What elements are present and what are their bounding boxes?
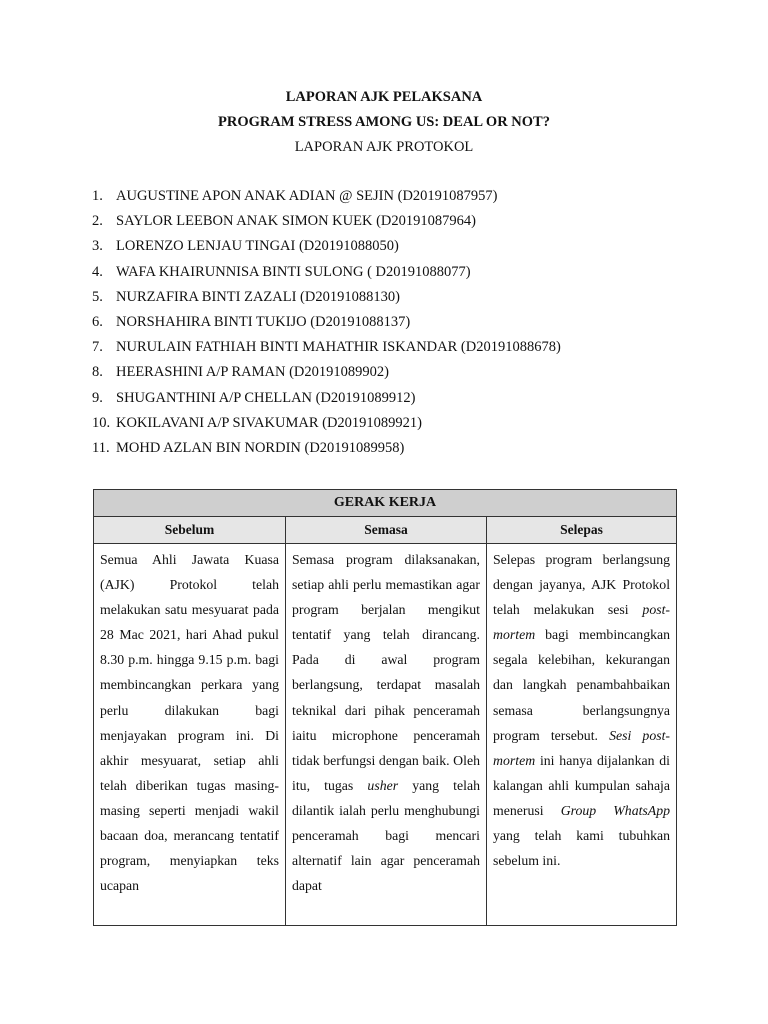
list-item [92,337,561,362]
list-item [92,362,561,387]
member-name: WAFA KHAIRUNNISA BINTI SULONG ( D20191088077) [116,263,471,280]
cell-emphasis: Group WhatsApp [560,802,671,818]
list-number: 9. [92,389,103,406]
cell-paragraph: Semua Ahli Jawata Kuasa (AJK) Protokol telah melakukan satu mesyuarat pada 28 Mac 2021, hari Ahad pukul 8.30 p.m. hingga 9.15 p.m. bagi membincangkan perkara yang perlu dilakukan bagi menjayakan program ini. Di akhir mesyuarat, setiap ahli telah diberikan tugas masing-masing seperti menjadi wakil bacaan doa, merancang tentatif program, menyiapkan teks ucapan [100,552,279,894]
member-name: KOKILAVANI A/P SIVAKUMAR (D20191089921) [116,414,423,431]
list-item [92,312,561,337]
list-item [92,388,561,413]
report-title: LAPORAN AJK PELAKSANA [285,89,483,105]
cell-text-during [286,544,486,923]
table-title: GERAK KERJA [94,490,677,517]
member-list [92,186,561,463]
cell-paragraph: yang telah dilantik ialah perlu menghubungi penceramah bagi mencari alternatif lain agar penceramah dapat [292,777,480,894]
cell-emphasis: Sesi post-mortem [493,727,671,768]
cell-paragraph: Semasa program dilaksanakan, setiap ahli perlu memastikan agar program berjalan mengikut tentatif yang telah dirancang. Pada di awal program berlangsung, terdapat masalah teknikal dari pihak penceramah iaitu microphone penceramah tidak berfungsi dengan baik. Oleh itu, tugas [292,552,480,793]
list-number: 8. [92,364,103,381]
column-header-after: Selepas [487,517,677,544]
list-number: 10. [92,414,111,431]
cell-text-after [487,544,676,923]
member-name: MOHD AZLAN BIN NORDIN (D20191089958) [116,439,405,456]
report-subtitle: LAPORAN AJK PROTOKOL [294,139,474,155]
cell-paragraph: ini hanya dijalankan di kalangan ahli kumpulan sahaja menerusi [493,752,671,818]
column-header-during: Semasa [286,517,487,544]
table-cell-during [286,544,487,926]
list-item [92,287,561,312]
table-cell-after [487,544,677,926]
list-number: 2. [92,213,103,230]
list-number: 1. [92,188,103,204]
cell-paragraph: Selepas program berlangsung dengan jayanya, AJK Protokol telah melakukan sesi [493,552,671,618]
list-item [92,438,561,463]
cell-emphasis: post-mortem [493,602,671,643]
list-number: 3. [92,238,103,255]
list-number: 6. [92,313,103,330]
list-item [92,186,561,211]
list-number: 4. [92,263,103,280]
member-name: NURULAIN FATHIAH BINTI MAHATHIR ISKANDAR (D20191088678) [116,339,561,356]
member-name: LORENZO LENJAU TINGAI (D20191088050) [116,238,399,255]
list-item [92,211,561,236]
member-name: SAYLOR LEEBON ANAK SIMON KUEK (D20191087964) [116,213,476,230]
program-title: PROGRAM STRESS AMONG US: DEAL OR NOT? [218,114,550,130]
table-cell-before [94,544,286,926]
member-name: NORSHAHIRA BINTI TUKIJO (D20191088137) [116,313,411,330]
member-name: HEERASHINI A/P RAMAN (D20191089902) [116,364,389,381]
cell-emphasis: usher [367,777,399,793]
list-number: 5. [92,288,103,305]
member-name: SHUGANTHINI A/P CHELLAN (D20191089912) [116,389,416,406]
list-item [92,262,561,287]
column-header-before: Sebelum [94,517,286,544]
member-name: NURZAFIRA BINTI ZAZALI (D20191088130) [116,288,400,305]
work-process-table [93,489,677,926]
list-number: 7. [92,339,103,356]
cell-text-before [94,544,285,923]
list-item [92,413,561,438]
cell-paragraph: yang telah kami tubuhkan sebelum ini. [493,828,671,869]
list-item [92,236,561,261]
list-number: 11. [92,439,110,456]
cell-paragraph: bagi membincangkan segala kelebihan, kekurangan dan langkah penambahbaikan semasa berlangsungnya program tersebut. [493,627,671,743]
member-name: AUGUSTINE APON ANAK ADIAN @ SEJIN (D20191087957) [116,188,498,204]
